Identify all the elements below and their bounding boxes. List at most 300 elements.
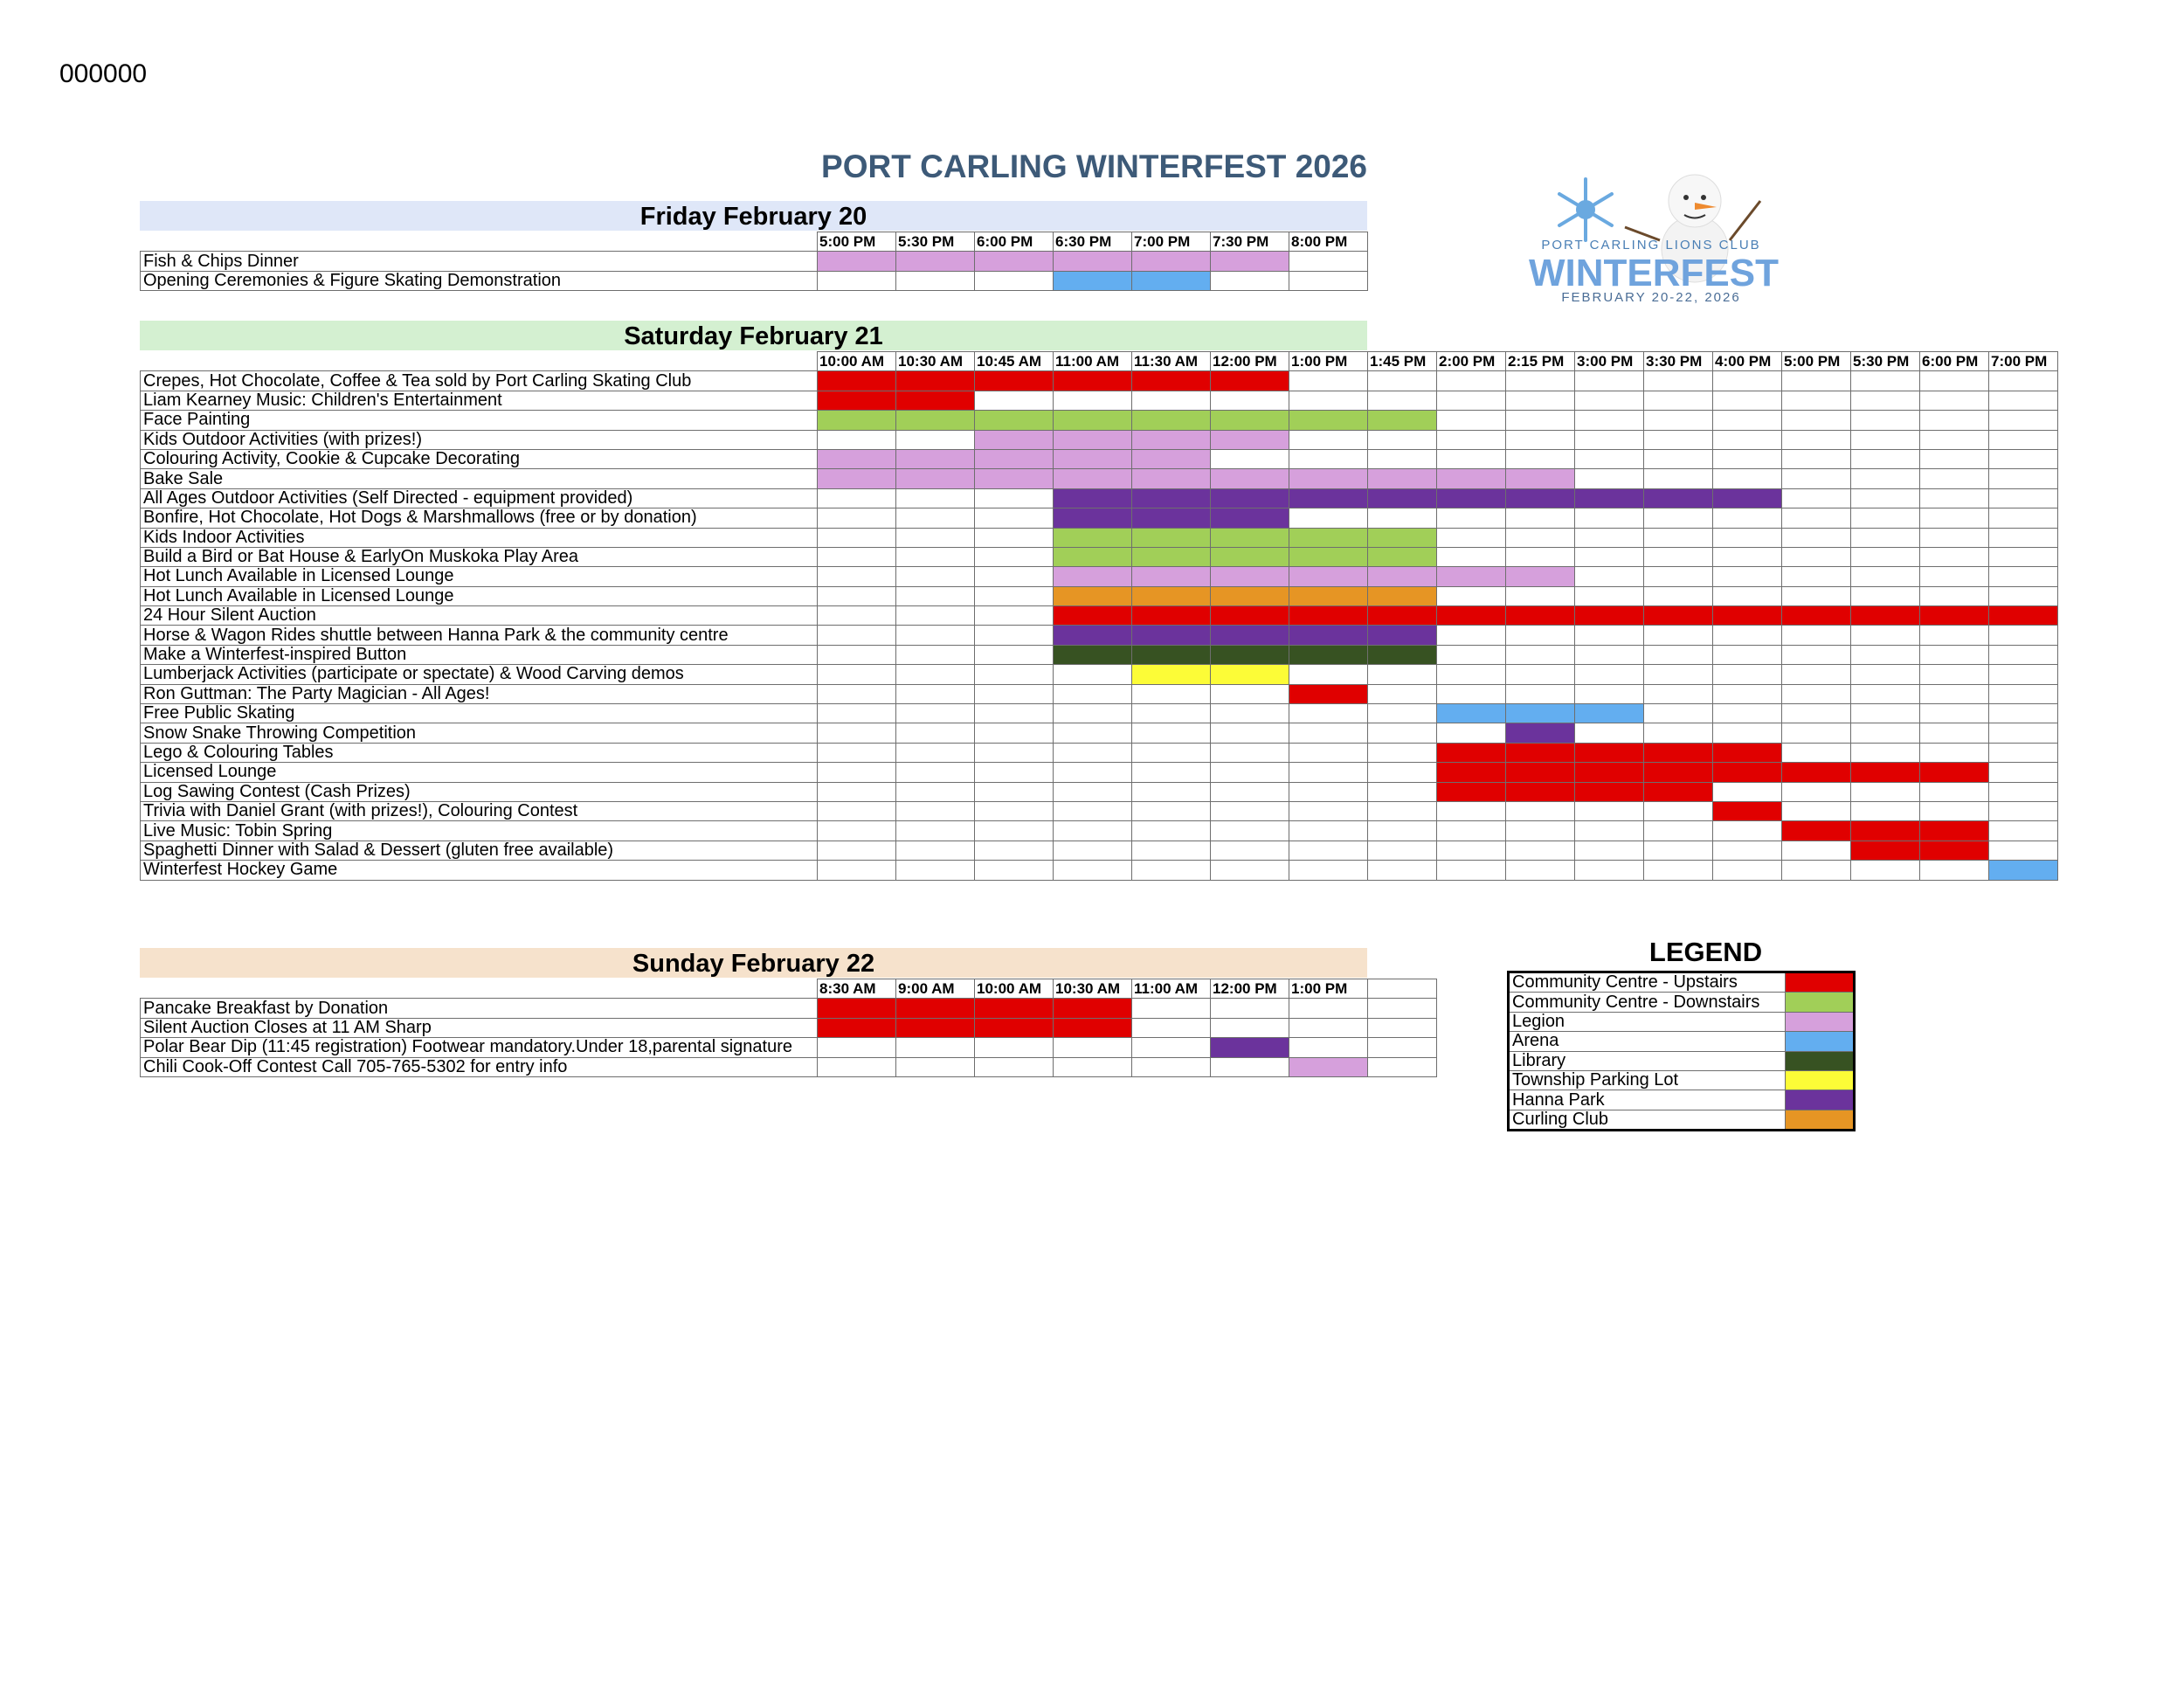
event-row	[141, 1018, 1437, 1037]
schedule-cell-filled	[1368, 528, 1437, 547]
schedule-cell	[818, 665, 896, 684]
schedule-cell	[1575, 821, 1644, 841]
schedule-cell-filled	[1211, 567, 1289, 586]
schedule-cell	[1506, 684, 1575, 703]
event-name: Winterfest Hockey Game	[141, 861, 818, 880]
schedule-cell	[1782, 743, 1851, 762]
event-row	[141, 528, 2058, 547]
schedule-cell	[975, 1038, 1054, 1057]
schedule-cell-filled	[975, 252, 1054, 271]
event-row	[141, 411, 2058, 430]
schedule-cell	[1782, 567, 1851, 586]
schedule-cell-filled	[1575, 743, 1644, 762]
schedule-cell	[1713, 411, 1782, 430]
schedule-cell-filled	[1054, 430, 1132, 449]
schedule-cell	[1506, 861, 1575, 880]
schedule-cell	[1132, 391, 1211, 410]
schedule-cell	[1575, 861, 1644, 880]
schedule-cell	[1644, 723, 1713, 743]
event-name: Lumberjack Activities (participate or spectate) & Wood Carving demos	[141, 665, 818, 684]
schedule-cell	[818, 528, 896, 547]
schedule-cell	[818, 763, 896, 782]
schedule-cell	[1644, 449, 1713, 468]
schedule-cell-filled	[1437, 763, 1506, 782]
schedule-cell	[1575, 586, 1644, 605]
time-header: 10:30 AM	[1054, 979, 1132, 999]
schedule-cell	[1989, 723, 2058, 743]
schedule-cell	[1989, 665, 2058, 684]
schedule-cell	[1437, 821, 1506, 841]
schedule-cell-filled	[1575, 606, 1644, 626]
schedule-cell-filled	[975, 1018, 1054, 1037]
schedule-cell-filled	[1132, 645, 1211, 664]
schedule-cell	[818, 1057, 896, 1076]
schedule-cell	[1989, 371, 2058, 391]
schedule-cell	[1437, 391, 1506, 410]
schedule-cell	[818, 606, 896, 626]
schedule-cell-filled	[1437, 469, 1506, 488]
event-name: Lego & Colouring Tables	[141, 743, 818, 762]
schedule-cell	[1575, 684, 1644, 703]
schedule-cell-filled	[1289, 586, 1368, 605]
schedule-cell	[975, 488, 1054, 508]
schedule-cell	[818, 821, 896, 841]
schedule-cell	[975, 861, 1054, 880]
event-name: Trivia with Daniel Grant (with prizes!), Colouring Contest	[141, 801, 818, 820]
schedule-cell	[1211, 684, 1289, 703]
schedule-cell	[896, 586, 975, 605]
event-name: Hot Lunch Available in Licensed Lounge	[141, 586, 818, 605]
schedule-cell	[1644, 801, 1713, 820]
schedule-cell	[1289, 252, 1368, 271]
schedule-cell	[1920, 743, 1989, 762]
time-header: 5:00 PM	[1782, 352, 1851, 371]
event-row	[141, 645, 2058, 664]
schedule-cell	[1054, 801, 1132, 820]
schedule-cell-filled	[1054, 999, 1132, 1018]
event-name: Chili Cook-Off Contest Call 705-765-5302 for entry info	[141, 1057, 818, 1076]
event-row	[141, 763, 2058, 782]
page-title: PORT CARLING WINTERFEST 2026	[821, 149, 1367, 184]
schedule-cell	[1920, 861, 1989, 880]
schedule-cell	[896, 645, 975, 664]
document-id: 000000	[59, 59, 148, 88]
schedule-cell-filled	[1644, 763, 1713, 782]
schedule-cell	[1132, 704, 1211, 723]
header-blank-cell	[141, 232, 818, 252]
schedule-cell	[1644, 469, 1713, 488]
time-header: 11:00 AM	[1132, 979, 1211, 999]
schedule-cell	[1644, 665, 1713, 684]
schedule-cell-filled	[1644, 782, 1713, 801]
schedule-cell	[1575, 371, 1644, 391]
schedule-cell-filled	[1920, 841, 1989, 860]
schedule-cell-filled	[1506, 606, 1575, 626]
schedule-cell-filled	[1211, 1038, 1289, 1057]
time-header: 3:00 PM	[1575, 352, 1644, 371]
schedule-cell	[1920, 430, 1989, 449]
legend-swatch	[1786, 993, 1855, 1012]
schedule-cell	[1920, 665, 1989, 684]
schedule-cell-filled	[1368, 411, 1437, 430]
schedule-cell-filled	[1368, 567, 1437, 586]
schedule-cell	[1644, 528, 1713, 547]
schedule-cell	[896, 488, 975, 508]
time-header: 11:00 AM	[1054, 352, 1132, 371]
schedule-cell	[818, 547, 896, 566]
schedule-cell	[1506, 841, 1575, 860]
schedule-cell-filled	[1644, 743, 1713, 762]
schedule-cell	[1782, 645, 1851, 664]
legend-item	[1509, 1090, 1855, 1110]
schedule-cell	[1782, 508, 1851, 528]
schedule-cell	[1851, 528, 1920, 547]
legend-item	[1509, 1012, 1855, 1031]
schedule-cell	[1289, 665, 1368, 684]
schedule-cell	[1851, 801, 1920, 820]
schedule-cell	[1368, 449, 1437, 468]
event-name: Colouring Activity, Cookie & Cupcake Decorating	[141, 449, 818, 468]
schedule-cell	[1132, 999, 1211, 1018]
schedule-cell-filled	[896, 449, 975, 468]
schedule-cell	[1368, 508, 1437, 528]
event-name: Licensed Lounge	[141, 763, 818, 782]
schedule-cell	[1289, 999, 1368, 1018]
schedule-cell-filled	[975, 469, 1054, 488]
schedule-cell-filled	[1575, 782, 1644, 801]
schedule-cell	[1644, 586, 1713, 605]
schedule-cell	[1506, 821, 1575, 841]
schedule-cell	[1782, 723, 1851, 743]
schedule-cell-filled	[975, 371, 1054, 391]
schedule-cell	[1211, 801, 1289, 820]
winterfest-logo	[1529, 166, 1779, 310]
sunday-header: Sunday February 22	[140, 948, 1367, 978]
schedule-cell	[1506, 528, 1575, 547]
schedule-cell	[1989, 704, 2058, 723]
event-name: Live Music: Tobin Spring	[141, 821, 818, 841]
schedule-cell	[1437, 841, 1506, 860]
schedule-cell	[1506, 586, 1575, 605]
schedule-cell	[1368, 743, 1437, 762]
schedule-cell	[975, 567, 1054, 586]
schedule-cell	[1575, 411, 1644, 430]
schedule-cell-filled	[1506, 723, 1575, 743]
event-row	[141, 704, 2058, 723]
event-name: Kids Indoor Activities	[141, 528, 818, 547]
schedule-cell	[1851, 782, 1920, 801]
schedule-cell	[1851, 449, 1920, 468]
schedule-cell-filled	[1289, 626, 1368, 645]
schedule-cell-filled	[1132, 469, 1211, 488]
schedule-cell	[975, 645, 1054, 664]
schedule-cell-filled	[1211, 665, 1289, 684]
event-row	[141, 252, 1368, 271]
schedule-cell-filled	[1054, 252, 1132, 271]
schedule-cell-filled	[1506, 488, 1575, 508]
schedule-cell	[1989, 469, 2058, 488]
schedule-cell-filled	[1132, 586, 1211, 605]
event-name: Snow Snake Throwing Competition	[141, 723, 818, 743]
schedule-cell	[975, 528, 1054, 547]
schedule-cell	[1054, 1038, 1132, 1057]
schedule-cell	[1713, 567, 1782, 586]
schedule-cell	[1644, 704, 1713, 723]
schedule-cell	[1713, 704, 1782, 723]
schedule-cell	[1289, 723, 1368, 743]
schedule-cell	[1368, 821, 1437, 841]
schedule-cell	[1132, 821, 1211, 841]
schedule-cell	[1506, 665, 1575, 684]
schedule-cell	[1506, 801, 1575, 820]
schedule-cell	[1289, 271, 1368, 290]
schedule-cell-filled	[1132, 449, 1211, 468]
event-row	[141, 430, 2058, 449]
schedule-cell	[1368, 723, 1437, 743]
schedule-cell	[1054, 704, 1132, 723]
schedule-cell-filled	[1713, 763, 1782, 782]
schedule-cell-filled	[1289, 469, 1368, 488]
schedule-cell	[1782, 704, 1851, 723]
schedule-cell	[1368, 371, 1437, 391]
schedule-cell	[1851, 488, 1920, 508]
schedule-cell	[1920, 626, 1989, 645]
schedule-cell	[1782, 782, 1851, 801]
schedule-cell-filled	[1851, 841, 1920, 860]
schedule-cell	[1644, 626, 1713, 645]
schedule-cell-filled	[1054, 567, 1132, 586]
schedule-cell-filled	[1132, 252, 1211, 271]
event-name: Spaghetti Dinner with Salad & Dessert (gluten free available)	[141, 841, 818, 860]
legend	[1507, 971, 1856, 1131]
schedule-cell	[1211, 743, 1289, 762]
schedule-cell	[975, 782, 1054, 801]
schedule-cell	[975, 1057, 1054, 1076]
schedule-cell	[1851, 430, 1920, 449]
event-row	[141, 841, 2058, 860]
schedule-cell	[975, 547, 1054, 566]
schedule-cell	[1989, 743, 2058, 762]
legend-item	[1509, 972, 1855, 993]
schedule-cell	[1920, 782, 1989, 801]
schedule-cell	[1782, 586, 1851, 605]
schedule-cell	[1782, 371, 1851, 391]
time-header: 2:15 PM	[1506, 352, 1575, 371]
legend-swatch	[1786, 1070, 1855, 1090]
schedule-cell	[1782, 411, 1851, 430]
schedule-cell	[1989, 782, 2058, 801]
event-row	[141, 999, 1437, 1018]
schedule-cell	[896, 567, 975, 586]
schedule-cell	[818, 508, 896, 528]
schedule-cell	[896, 665, 975, 684]
schedule-cell	[1132, 1038, 1211, 1057]
schedule-cell	[1211, 271, 1289, 290]
schedule-cell	[1713, 684, 1782, 703]
schedule-cell-filled	[818, 252, 896, 271]
schedule-cell	[1713, 782, 1782, 801]
schedule-cell-filled	[1437, 743, 1506, 762]
schedule-cell	[1575, 469, 1644, 488]
schedule-cell-filled	[1211, 586, 1289, 605]
schedule-cell	[1368, 841, 1437, 860]
schedule-cell	[1782, 430, 1851, 449]
schedule-cell-filled	[1289, 684, 1368, 703]
event-row	[141, 861, 2058, 880]
schedule-cell-filled	[1437, 704, 1506, 723]
schedule-cell	[896, 704, 975, 723]
schedule-cell	[1782, 469, 1851, 488]
event-name: Ron Guttman: The Party Magician - All Ages!	[141, 684, 818, 703]
schedule-cell	[1713, 645, 1782, 664]
schedule-cell-filled	[818, 999, 896, 1018]
schedule-cell-filled	[1211, 488, 1289, 508]
event-row	[141, 586, 2058, 605]
schedule-cell	[1713, 723, 1782, 743]
schedule-cell	[1989, 547, 2058, 566]
schedule-cell	[1989, 567, 2058, 586]
schedule-cell-filled	[1575, 488, 1644, 508]
event-row	[141, 723, 2058, 743]
time-header: 8:00 PM	[1289, 232, 1368, 252]
schedule-cell	[896, 723, 975, 743]
schedule-cell	[1575, 626, 1644, 645]
schedule-cell-filled	[1211, 411, 1289, 430]
schedule-cell	[1851, 411, 1920, 430]
schedule-cell	[1851, 469, 1920, 488]
schedule-cell-filled	[1289, 1057, 1368, 1076]
schedule-cell-filled	[1575, 704, 1644, 723]
schedule-cell	[1851, 665, 1920, 684]
schedule-cell-filled	[1289, 606, 1368, 626]
schedule-cell	[1644, 411, 1713, 430]
schedule-cell	[1920, 371, 1989, 391]
schedule-cell	[1713, 821, 1782, 841]
schedule-cell	[975, 684, 1054, 703]
event-name: Fish & Chips Dinner	[141, 252, 818, 271]
schedule-cell-filled	[1851, 606, 1920, 626]
schedule-cell	[1289, 801, 1368, 820]
schedule-cell-filled	[896, 999, 975, 1018]
schedule-cell	[1575, 528, 1644, 547]
schedule-cell	[818, 1038, 896, 1057]
schedule-cell	[1989, 645, 2058, 664]
schedule-cell-filled	[1289, 645, 1368, 664]
schedule-cell	[1054, 782, 1132, 801]
schedule-cell	[1289, 821, 1368, 841]
schedule-cell	[1289, 508, 1368, 528]
event-name: Build a Bird or Bat House & EarlyOn Muskoka Play Area	[141, 547, 818, 566]
schedule-cell	[1437, 861, 1506, 880]
time-header: 7:30 PM	[1211, 232, 1289, 252]
schedule-cell-filled	[1054, 1018, 1132, 1037]
schedule-cell	[1211, 449, 1289, 468]
schedule-cell	[1782, 665, 1851, 684]
legend-label: Legion	[1509, 1012, 1786, 1031]
legend-item	[1509, 1032, 1855, 1051]
schedule-cell	[1211, 1057, 1289, 1076]
schedule-cell	[1506, 508, 1575, 528]
schedule-cell	[1506, 626, 1575, 645]
time-header: 5:00 PM	[818, 232, 896, 252]
schedule-cell	[818, 271, 896, 290]
time-header: 7:00 PM	[1989, 352, 2058, 371]
legend-item	[1509, 993, 1855, 1012]
event-name: Horse & Wagon Rides shuttle between Hanna Park & the community centre	[141, 626, 818, 645]
friday-schedule	[140, 232, 1368, 291]
event-row	[141, 271, 1368, 290]
schedule-cell	[1782, 841, 1851, 860]
schedule-cell	[1289, 430, 1368, 449]
event-name: Polar Bear Dip (11:45 registration) Footwear mandatory.Under 18,parental signature	[141, 1038, 818, 1057]
schedule-cell-filled	[1289, 488, 1368, 508]
schedule-cell	[1851, 586, 1920, 605]
event-name: Log Sawing Contest (Cash Prizes)	[141, 782, 818, 801]
schedule-cell	[1644, 861, 1713, 880]
schedule-cell-filled	[818, 469, 896, 488]
schedule-cell-filled	[975, 430, 1054, 449]
schedule-cell	[1506, 449, 1575, 468]
schedule-cell	[1054, 861, 1132, 880]
schedule-cell-filled	[1506, 763, 1575, 782]
schedule-cell	[1211, 841, 1289, 860]
schedule-cell	[1713, 861, 1782, 880]
schedule-cell	[1575, 508, 1644, 528]
schedule-cell	[1575, 391, 1644, 410]
schedule-cell	[1989, 411, 2058, 430]
schedule-cell-filled	[1132, 271, 1211, 290]
schedule-cell	[975, 626, 1054, 645]
schedule-cell	[818, 861, 896, 880]
schedule-cell-filled	[1054, 371, 1132, 391]
legend-label: Community Centre - Upstairs	[1509, 972, 1786, 993]
schedule-cell	[896, 861, 975, 880]
schedule-cell	[1644, 430, 1713, 449]
schedule-cell	[1989, 449, 2058, 468]
schedule-cell	[1644, 645, 1713, 664]
schedule-cell	[1851, 684, 1920, 703]
schedule-cell-filled	[1989, 861, 2058, 880]
schedule-cell	[1920, 684, 1989, 703]
logo-line-1: PORT CARLING LIONS CLUB	[1541, 238, 1761, 253]
schedule-cell	[1782, 391, 1851, 410]
schedule-cell-filled	[1782, 606, 1851, 626]
event-row	[141, 782, 2058, 801]
schedule-cell	[896, 606, 975, 626]
schedule-cell-filled	[1211, 528, 1289, 547]
schedule-cell-filled	[1054, 271, 1132, 290]
schedule-cell-filled	[1437, 606, 1506, 626]
schedule-cell	[1851, 645, 1920, 664]
schedule-cell	[1437, 449, 1506, 468]
time-header: 7:00 PM	[1132, 232, 1211, 252]
schedule-cell	[1132, 763, 1211, 782]
event-row	[141, 626, 2058, 645]
saturday-schedule	[140, 351, 2058, 881]
schedule-cell	[1289, 704, 1368, 723]
schedule-cell	[1054, 841, 1132, 860]
schedule-cell	[1506, 645, 1575, 664]
schedule-cell	[1644, 371, 1713, 391]
schedule-cell	[1851, 743, 1920, 762]
schedule-cell-filled	[1851, 821, 1920, 841]
schedule-cell	[1289, 841, 1368, 860]
schedule-cell	[1368, 665, 1437, 684]
schedule-cell	[1211, 782, 1289, 801]
schedule-cell-filled	[896, 371, 975, 391]
schedule-cell-filled	[1211, 645, 1289, 664]
schedule-cell	[1054, 391, 1132, 410]
